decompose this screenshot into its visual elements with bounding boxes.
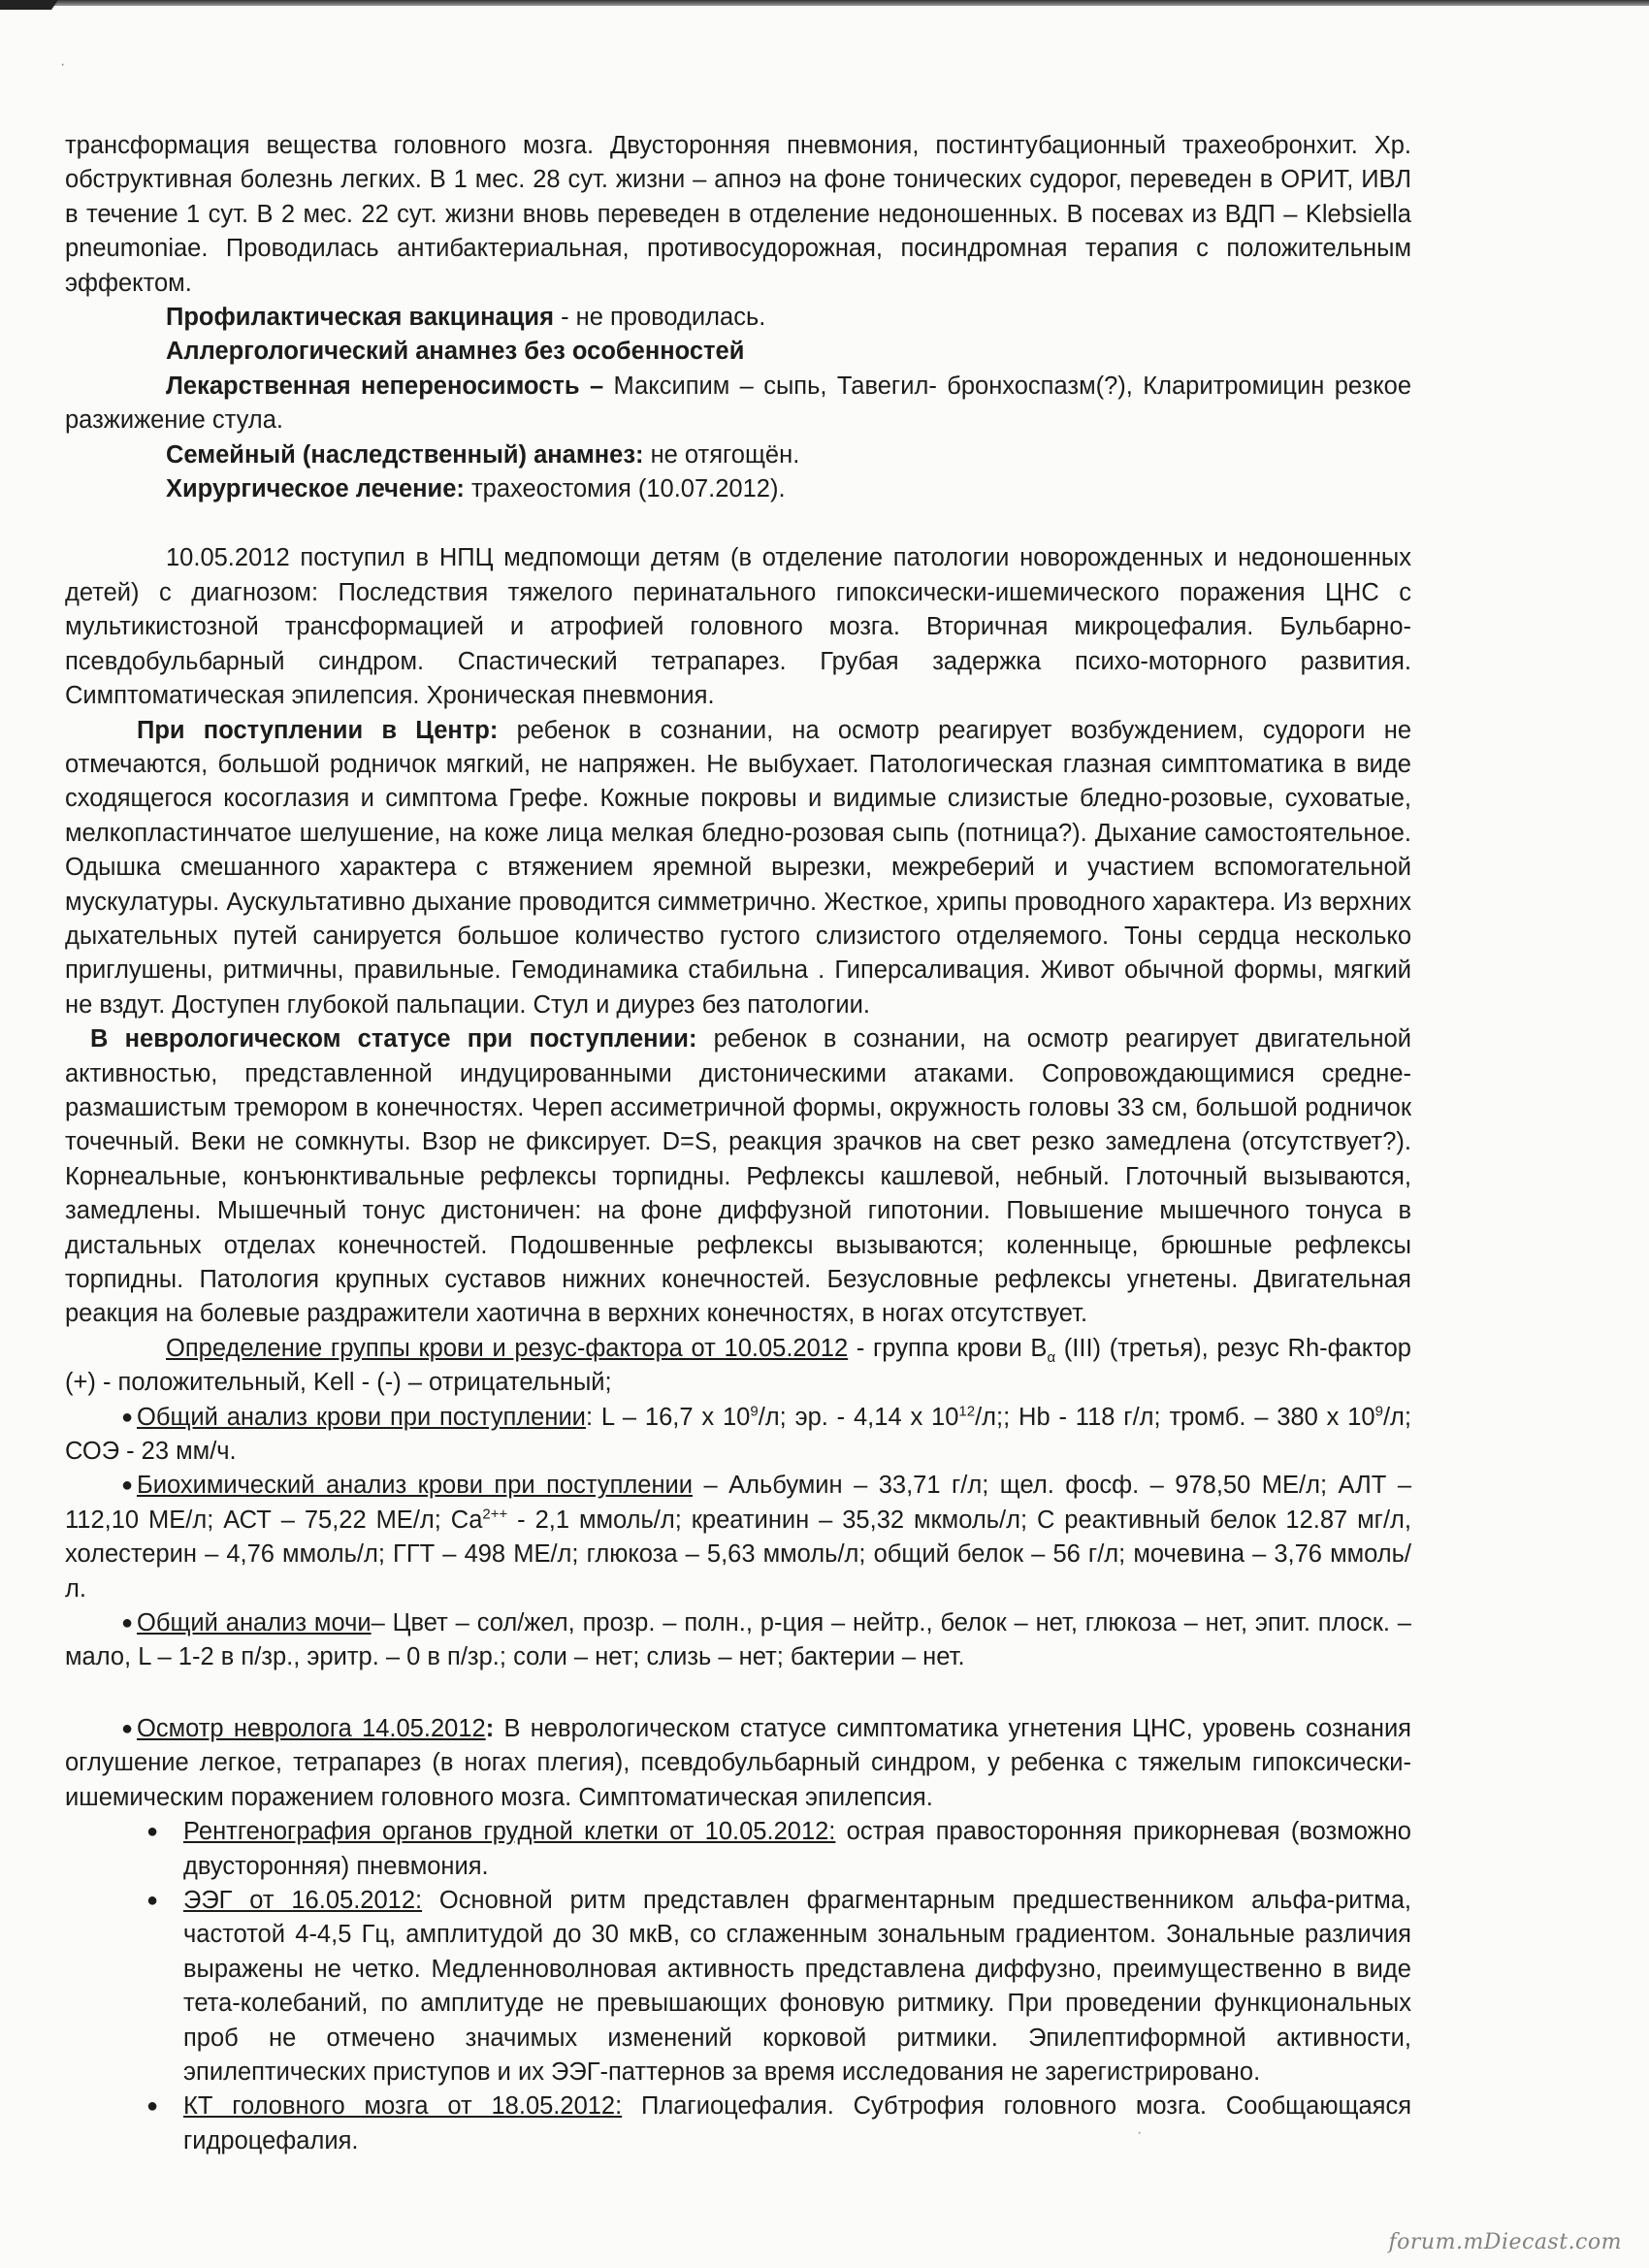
vaccination-label: Профилактическая вакцинация [166,304,554,332]
surgery-label: Хирургическое лечение: [166,475,465,503]
bullet-icon: ● [121,1474,134,1497]
neuro-status-text: ребенок в сознании, на осмотр реагирует двигательной активностью, представленной индуцированными дистоническими атаками. Сопровождающимися средне-размашистым тремором в конечностях. Череп ассиметричной формы, окружность головы 33 см, большой родничок точечный. Веки не сомкнуты. Взор не фиксирует. D=S, реакция зрачков на свет резко замедлена (отсутствует?). Корнеальные, конъюнктивальные рефлексы торпидны. Рефлексы кашлевой, небный. Глоточный вызываются, замедлены. Мышечный тонус дистоничен: на фоне диффузной гипотонии. Повышение мышечного тонуса в дистальных отделах конечностей. Подошвенные рефлексы вызываются; коленныце, брюшные рефлексы торпидны. Патология крупных суставов нижних конечностей. Безусловные рефлексы угнетены. Двигательная реакция на болевые раздражители хаотична в верхних конечностях, в ногах отсутствует. [65,1025,1411,1328]
paragraph-family-history [65,438,1411,472]
biochemistry-sup: 2++ [482,1506,508,1523]
item-biochemistry [65,1469,1411,1606]
family-history-label: Семейный (наследственный) анамнез: [166,440,644,469]
bullet-icon: ● [146,1889,159,1911]
cbc-sup-2: 12 [958,1403,976,1420]
cbc-text-1: : L – 16,7 х 10 [585,1403,751,1431]
spacer [65,1675,1411,1712]
eeg-text: Основной ритм представлен фрагментарным предшественником альфа-ритма, частотой 4-4,5 Гц, амплитудой до 30 мкВ, со сглаженным зональным градиентом. Зональные различия выражены не четко. Медленноволновая активность представлена диффузно, преимущественно в виде тета-колебаний, по амплитуде не превышающих фоновую ритмику. При проведении функциональных проб не отмечено значимых изменений корковой ритмики. Эпилептиформной активности, эпилептических приступов и их ЭЭГ-паттернов за время исследования не зарегистрировано. [183,1886,1411,2086]
blood-group-subscript: α [1047,1348,1056,1366]
cbc-text-3: /л;; Hb - 118 г/л; тромб. – 380 х 10 [975,1403,1375,1431]
surgery-text: трахеостомия (10.07.2012). [464,475,786,503]
allergy-label: Аллергологический анамнез без особенностей [166,338,745,366]
nested-list [146,1815,1411,2158]
eeg-label: ЭЭГ от 16.05.2012: [183,1886,423,1914]
paragraph-vaccination [65,301,1411,335]
paragraph-admission: 10.05.2012 поступил в НПЦ медпомощи детям (в отделение патологии новорожденных и недоношенных детей) с диагнозом: Последствия тяжелого перинатального гипоксически-ишемического поражения ЦНС с мультикистозной трансформацией и атрофией головного мозга. Вторичная микроцефалия. Бульбарно-псевдобульбарный синдром. Спастический тетрапарез. Грубая задержка психо-моторного развития. Симптоматическая эпилепсия. Хроническая пневмония. [65,544,1411,710]
spacer [65,506,1411,541]
cbc-sup-1: 9 [750,1403,759,1420]
item-cbc [65,1401,1411,1470]
paragraph-drug-intolerance [65,370,1411,438]
bullet-icon: ● [146,1821,159,1843]
scan-speck: · [1137,2124,1143,2141]
biochemistry-text-1: – Альбумин – 33,71 г/л; щел. фосф. – 978,50 МЕ/л; АЛТ – 112,10 МЕ/л; АСТ – 75,22 МЕ/л; Ca [65,1472,1411,1534]
neurologist-exam-colon: : [485,1714,495,1742]
paragraph-surgery [65,472,1411,506]
biochemistry-text-2: - 2,1 ммоль/л; креатинин – 35,32 мкмоль/л; С реактивный белок 12.87 мг/л, холестерин – 4,76 ммоль/л; ГГТ – 498 МЕ/л; глюкоза – 5,63 ммоль/л; общий белок – 56 г/л; мочевина – 3,76 ммоль/л. [65,1506,1411,1603]
item-ct [146,2090,1411,2158]
paragraph-neuro-status [65,1022,1411,1332]
paragraph-history: трансформация вещества головного мозга. Двусторонняя пневмония, постинтубационный трахеобронхит. Хр. обструктивная болезнь легких. В 1 мес. 28 сут. жизни – апноэ на фоне тонических судорог, переведен в ОРИТ, ИВЛ в течение 1 сут. В 2 мес. 22 сут. жизни вновь переведен в отделение недоношенных. В посевах из ВДП – Klebsiella pneumoniae. Проводилась антибактериальная, противосудорожная, посиндромная терапия с положительным эффектом. [65,132,1411,297]
urinalysis-label: Общий анализ мочи [137,1609,372,1637]
neurologist-exam-text: В неврологическом статусе симптоматика угнетения ЦНС, уровень сознания оглушение легкое, тетрапарез (в ногах плегия), псевдобульбарный синдром, у ребенка с тяжелым гипоксически-ишемическим поражением головного мозга. Симптоматическая эпилепсия. [65,1714,1411,1811]
blood-group-label: Определение группы крови и резус-фактора от 10.05.2012 [166,1334,849,1362]
cbc-text-4: /л; СОЭ - 23 мм/ч. [65,1403,1412,1466]
blood-group-text-b: (III) (третья), резус Rh-фактор (+) - положительный, Kell - (-) – отрицательный; [65,1334,1411,1397]
cbc-sup-3: 9 [1374,1403,1383,1420]
item-urinalysis [65,1606,1411,1675]
xray-text: острая правосторонняя прикорневая (возможно двусторонняя) пневмония. [183,1818,1411,1880]
neuro-status-label: В неврологическом статусе при поступлении: [90,1025,697,1053]
item-blood-group [65,1332,1411,1401]
urinalysis-text: – Цвет – сол/жел, прозр. – полн., р-ция – нейтр., белок – нет, глюкоза – нет, эпит. плоск. – мало, L – 1-2 в п/зр., эритр. – 0 в п/зр.; соли – нет; слизь – нет; бактерии – нет. [65,1609,1411,1671]
bullet-icon: ● [121,1612,134,1635]
center-admission-label: При поступлении в Центр: [137,716,499,744]
drug-intolerance-text: Максипим – сыпь, Тавегил- бронхоспазм(?), Кларитромицин резкое разжижение стула. [65,372,1412,435]
drug-intolerance-label: Лекарственная непереносимость – [166,372,604,400]
scan-top-edge [0,0,1649,6]
ct-label: КТ головного мозга от 18.05.2012: [183,2092,623,2121]
scan-corner-mark [0,0,58,10]
ct-text: Плагиоцефалия. Субтрофия головного мозга. Сообщающаяся гидроцефалия. [183,2092,1411,2155]
neurologist-exam-label: Осмотр невролога 14.05.2012 [137,1714,486,1742]
bullet-icon: ● [146,2095,159,2118]
xray-label: Рентгенография органов грудной клетки от 10.05.2012: [183,1818,836,1846]
bullet-icon: ● [121,1406,134,1428]
paragraph-allergy [65,335,1411,369]
biochemistry-label: Биохимический анализ крови при поступлении [137,1472,694,1500]
item-xray [146,1815,1411,1884]
cbc-text-2: /л; эр. - 4,14 х 10 [758,1403,959,1431]
vaccination-text: - не проводилась. [553,304,766,332]
item-neurologist-exam [65,1712,1411,1815]
document-page [65,129,1411,2158]
blood-group-text-a: - группа крови В [848,1334,1048,1362]
paragraph-center-admission [65,714,1411,1023]
watermark: forum.mDiecast.com [1388,2230,1622,2254]
bullet-icon: ● [121,1717,134,1739]
family-history-text: не отягощён. [643,440,800,469]
item-eeg [146,1884,1411,2090]
scan-speck: · [60,56,66,73]
center-admission-text: ребенок в сознании, на осмотр реагирует возбуждением, судороги не отмечаются, большой родничок мягкий, не напряжен. Не выбухает. Патологическая глазная симптоматика в виде сходящегося косоглазия и симптома Грефе. Кожные покровы и видимые слизистые бледно-розовые, суховатые, мелкопластинчатое шелушение, на коже лица мелкая бледно-розовая сыпь (потница?). Дыхание самостоятельное. Одышка смешанного характера с втяжением яремной вырезки, межреберий и участием вспомогательной мускулатуры. Аускультативно дыхание проводится симметрично. Жесткое, хрипы проводного характера. Из верхних дыхательных путей санируется большое количество густого слизистого отделяемого. Тоны сердца несколько приглушены, ритмичны, правильные. Гемодинамика стабильна . Гиперсаливация. Живот обычной формы, мягкий не вздут. Доступен глубокой пальпации. Стул и диурез без патологии. [65,716,1411,1019]
cbc-label: Общий анализ крови при поступлении [137,1403,586,1431]
